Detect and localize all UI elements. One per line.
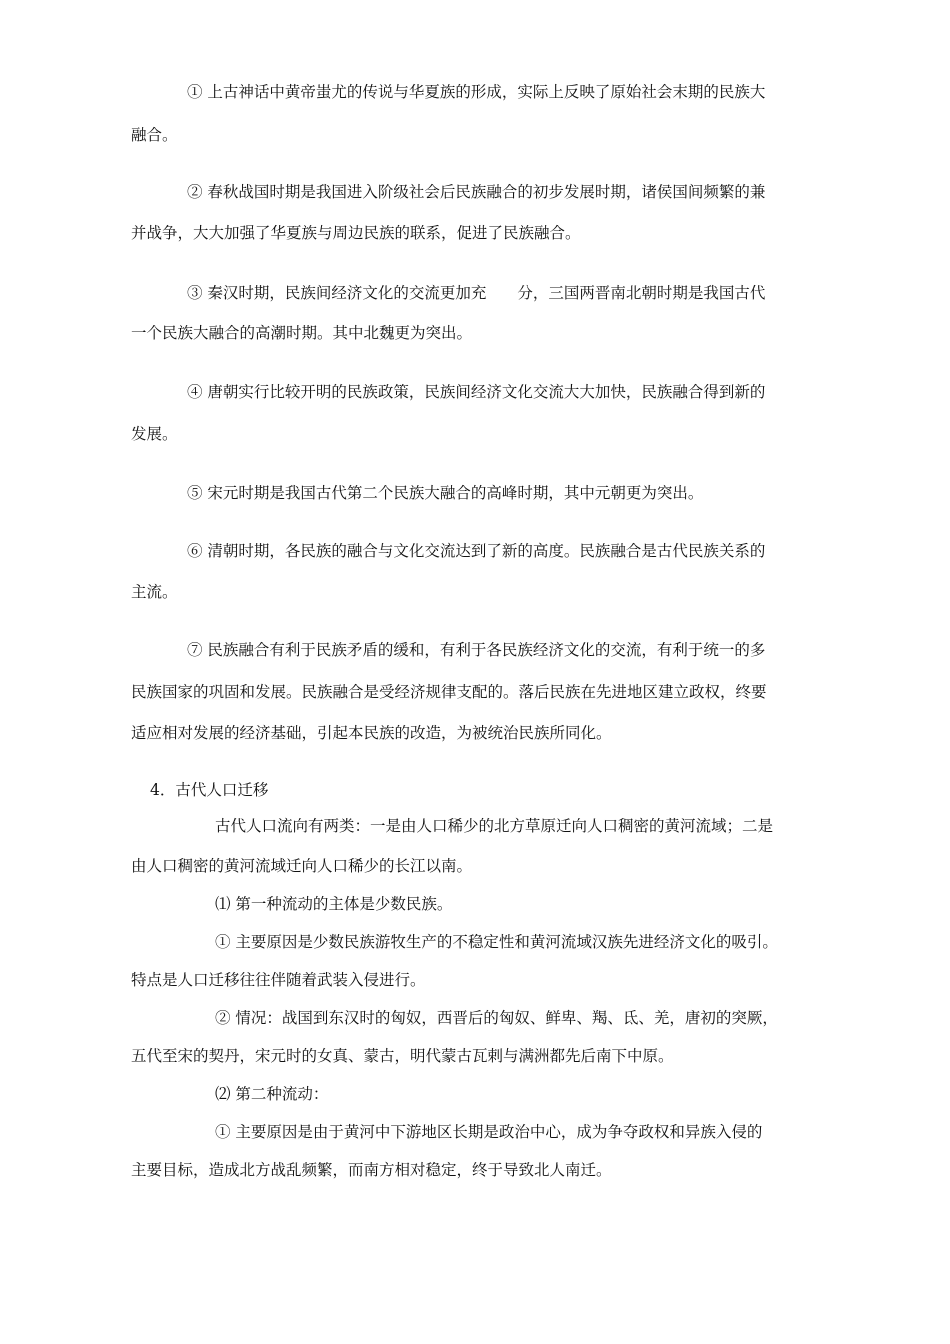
paragraph-line: ② 春秋战国时期是我国进入阶级社会后民族融合的初步发展时期，诸侯国间频繁的兼 xyxy=(187,183,766,201)
paragraph-line: 融合。 xyxy=(131,126,178,144)
paragraph-line: ③ 秦汉时期，民族间经济文化的交流更加充 分，三国两晋南北朝时期是我国古代 xyxy=(187,284,766,302)
paragraph-line: ⑦ 民族融合有利于民族矛盾的缓和，有利于各民族经济文化的交流，有利于统一的多 xyxy=(187,641,766,659)
section-line: ② 情况：战国到东汉时的匈奴，西晋后的匈奴、鲜卑、羯、氐、羌，唐初的突厥， xyxy=(215,1009,778,1027)
section-line: 特点是人口迁移往往伴随着武装入侵进行。 xyxy=(131,971,426,989)
paragraph-line: 适应相对发展的经济基础，引起本民族的改造，为被统治民族所同化。 xyxy=(131,724,612,742)
section-line: 五代至宋的契丹，宋元时的女真、蒙古，明代蒙古瓦剌与满洲都先后南下中原。 xyxy=(131,1047,674,1065)
paragraph-line: 并战争，大大加强了华夏族与周边民族的联系，促进了民族融合。 xyxy=(131,224,581,242)
section-line: ⑴ 第一种流动的主体是少数民族。 xyxy=(215,895,453,913)
section-line: 古代人口流向有两类：一是由人口稀少的北方草原迁向人口稠密的黄河流域；二是 xyxy=(215,817,774,835)
paragraph-line: ① 上古神话中黄帝蚩尤的传说与华夏族的形成，实际上反映了原始社会末期的民族大 xyxy=(187,83,766,101)
section-heading: 4．古代人口迁移 xyxy=(150,781,269,799)
section-line: ① 主要原因是由于黄河中下游地区长期是政治中心，成为争夺政权和异族入侵的 xyxy=(215,1123,763,1141)
paragraph-line: ④ 唐朝实行比较开明的民族政策，民族间经济文化交流大大加快，民族融合得到新的 xyxy=(187,383,766,401)
paragraph-line: 民族国家的巩固和发展。民族融合是受经济规律支配的。落后民族在先进地区建立政权，终要 xyxy=(131,683,767,701)
paragraph-line: ⑤ 宋元时期是我国古代第二个民族大融合的高峰时期，其中元朝更为突出。 xyxy=(187,484,704,502)
section-line: ⑵ 第二种流动： xyxy=(215,1085,329,1103)
paragraph-line: 发展。 xyxy=(131,425,178,443)
paragraph-line: 主流。 xyxy=(131,583,178,601)
section-line: 主要目标，造成北方战乱频繁，而南方相对稳定，终于导致北人南迁。 xyxy=(131,1161,612,1179)
paragraph-line: 一个民族大融合的高潮时期。其中北魏更为突出。 xyxy=(131,324,473,342)
section-line: 由人口稠密的黄河流域迁向人口稀少的长江以南。 xyxy=(131,857,473,875)
paragraph-line: ⑥ 清朝时期，各民族的融合与文化交流达到了新的高度。民族融合是古代民族关系的 xyxy=(187,542,766,560)
section-line: ① 主要原因是少数民族游牧生产的不稳定性和黄河流域汉族先进经济文化的吸引。 xyxy=(215,933,778,951)
